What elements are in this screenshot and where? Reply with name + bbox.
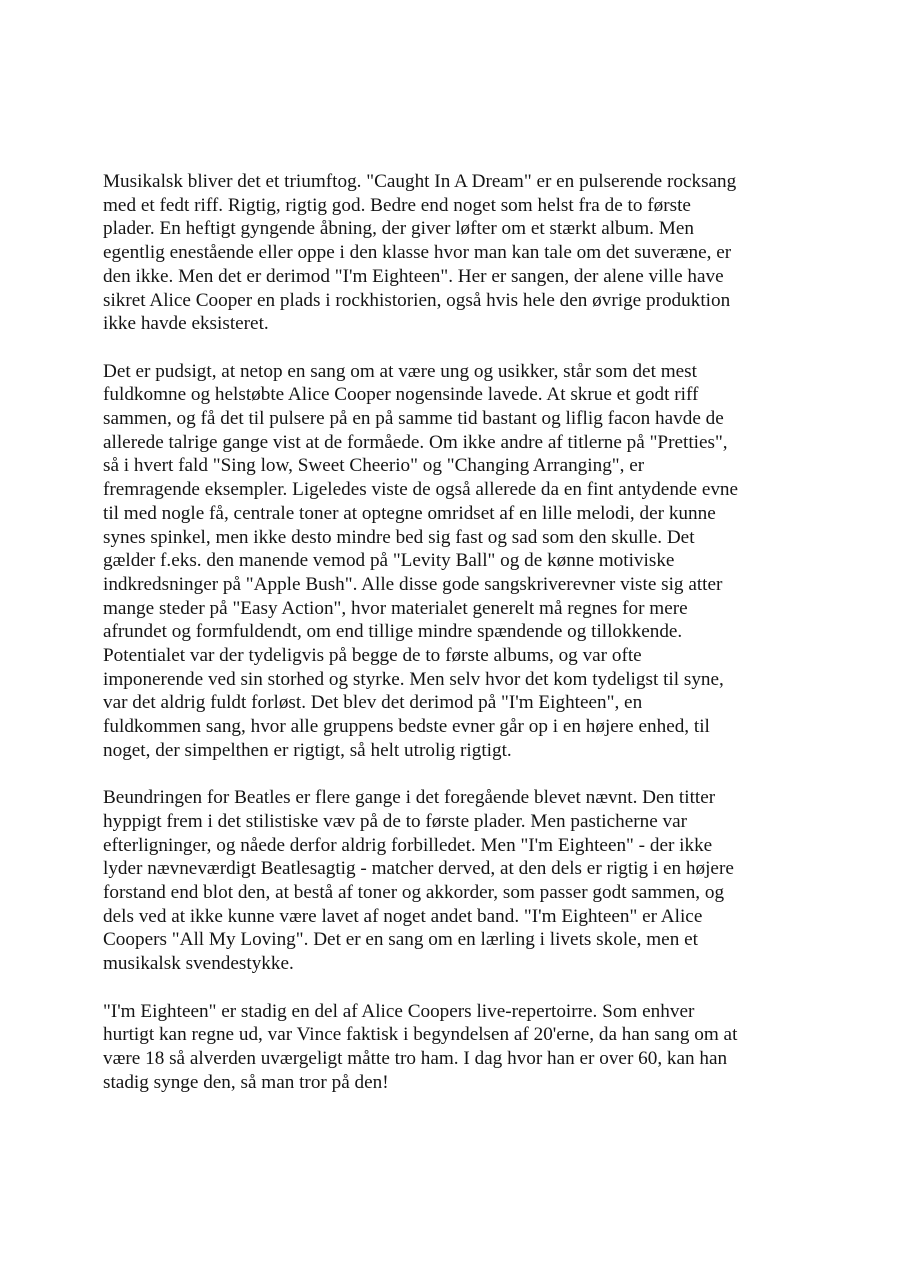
text-line: gælder f.eks. den manende vemod på "Levity Ball" og de kønne motiviske: [103, 550, 675, 572]
text-line: synes spinkel, men ikke desto mindre bed sig fast og sad som den skulle. Det: [103, 526, 695, 548]
text-line: imponerende ved sin storhed og styrke. Men selv hvor det kom tydeligst til syne,: [103, 668, 724, 690]
text-line: Potentialet var der tydeligvis på begge de to første albums, og var ofte: [103, 645, 642, 667]
text-line: efterligninger, og nåede derfor aldrig forbilledet. Men "I'm Eighteen" - der ikke: [103, 834, 713, 856]
text-line: dels ved at ikke kunne være lavet af noget andet band. "I'm Eighteen" er Alice: [103, 905, 703, 927]
text-line: sikret Alice Cooper en plads i rockhistorien, også hvis hele den øvrige produktion: [103, 289, 731, 311]
document-body: [103, 170, 803, 1118]
text-line: allerede talrige gange vist at de formåede. Om ikke andre af titlerne på "Pretties",: [103, 431, 728, 453]
text-line: hurtigt kan regne ud, var Vince faktisk i begyndelsen af 20'erne, da han sang om at: [103, 1024, 738, 1046]
text-line: ikke havde eksisteret.: [103, 313, 269, 335]
text-line: indkredsninger på "Apple Bush". Alle disse gode sangskriverevner viste sig atter: [103, 573, 723, 595]
text-line: den ikke. Men det er derimod "I'm Eighteen". Her er sangen, der alene ville have: [103, 265, 724, 287]
text-line: plader. En heftigt gyngende åbning, der giver løfter om et stærkt album. Men: [103, 218, 694, 240]
text-line: stadig synge den, så man tror på den!: [103, 1071, 389, 1093]
paragraph-4: [103, 1000, 803, 1095]
text-line: var det aldrig fuldt forløst. Det blev det derimod på "I'm Eighteen", en: [103, 692, 643, 714]
paragraph-3: [103, 786, 803, 976]
text-line: fuldkomne og helstøbte Alice Cooper nogensinde lavede. At skrue et godt riff: [103, 384, 699, 406]
text-line: til med nogle få, centrale toner at optegne omridset af en lille melodi, der kunne: [103, 502, 716, 524]
text-line: mange steder på "Easy Action", hvor materialet generelt må regnes for mere: [103, 597, 688, 619]
text-line: forstand end blot den, at bestå af toner og akkorder, som passer godt sammen, og: [103, 882, 725, 904]
text-line: så i hvert fald "Sing low, Sweet Cheerio" og "Changing Arranging", er: [103, 455, 645, 477]
text-line: hyppigt frem i det stilistiske væv på de to første plader. Men pasticherne var: [103, 810, 688, 832]
text-line: lyder nævneværdigt Beatlesagtig - matcher derved, at den dels er rigtig i en højere: [103, 858, 734, 880]
text-line: sammen, og få det til pulsere på en på samme tid bastant og liflig facon havde de: [103, 408, 724, 430]
text-line: fuldkommen sang, hvor alle gruppens bedste evner går op i en højere enhed, til: [103, 716, 710, 738]
text-line: med et fedt riff. Rigtig, rigtig god. Bedre end noget som helst fra de to første: [103, 194, 691, 216]
text-line: Coopers "All My Loving". Det er en sang om en lærling i livets skole, men et: [103, 929, 698, 951]
text-line: Beundringen for Beatles er flere gange i det foregående blevet nævnt. Den titter: [103, 787, 716, 809]
text-line: Musikalsk bliver det et triumftog. "Caught In A Dream" er en pulserende rocksang: [103, 171, 737, 192]
text-line: fremragende eksempler. Ligeledes viste de også allerede da en fint antydende evne: [103, 479, 739, 501]
text-line: musikalsk svendestykke.: [103, 953, 294, 975]
paragraph-1: [103, 170, 803, 336]
text-line: afrundet og formfuldendt, om end tillige mindre spændende og tillokkende.: [103, 621, 683, 643]
text-line: noget, der simpelthen er rigtigt, så helt utrolig rigtigt.: [103, 739, 512, 761]
text-line: Det er pudsigt, at netop en sang om at være ung og usikker, står som det mest: [103, 360, 697, 382]
text-line: egentlig enestående eller oppe i den klasse hvor man kan tale om det suveræne, er: [103, 242, 732, 264]
paragraph-2: [103, 360, 803, 763]
text-line: være 18 så alverden uværgeligt måtte tro ham. I dag hvor han er over 60, kan han: [103, 1047, 728, 1069]
text-line: "I'm Eighteen" er stadig en del af Alice Coopers live-repertoirre. Som enhver: [103, 1000, 695, 1022]
